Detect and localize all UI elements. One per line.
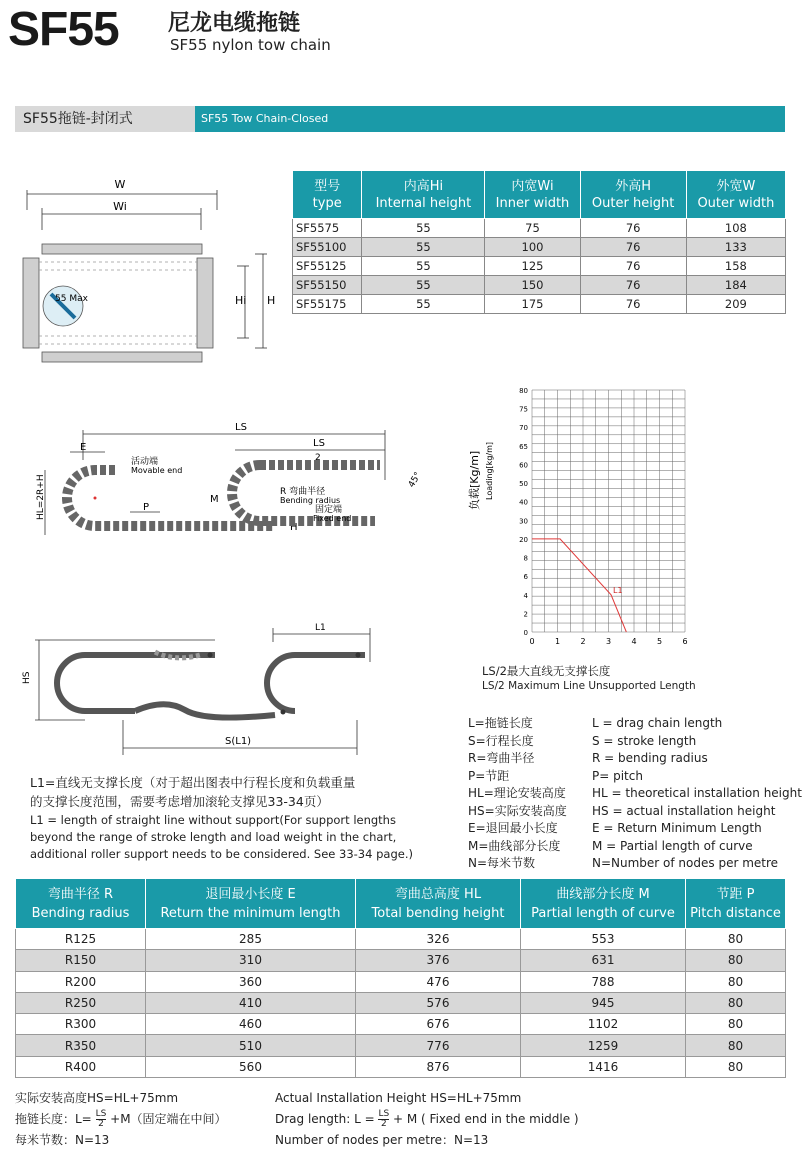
ls-label: LS (235, 422, 247, 433)
movable-end-cn: 活动端 (131, 457, 159, 467)
legend-en (592, 715, 802, 873)
support-diagram (22, 620, 395, 760)
table-row: SF55175 55 175 76 209 (293, 295, 786, 314)
chart-grid (532, 390, 685, 632)
radius-header-height: 弯曲总高度 HL Total bending height (356, 879, 521, 929)
table-row: R300 460 676 1102 80 (16, 1014, 786, 1035)
chart-y-tick-label: 75 (519, 405, 528, 414)
spec-header-outer-width: 外宽W Outer width (686, 171, 785, 219)
section-bar (15, 106, 785, 132)
chart-y-tick-label: 40 (519, 498, 528, 507)
chart-y-tick-label: 65 (519, 442, 528, 451)
chart-y-tick-label: 50 (519, 480, 528, 489)
chart-xlabel-cn: LS/2最大直线无支撑长度 (482, 664, 611, 678)
table-row: SF55100 55 100 76 133 (293, 238, 786, 257)
chart-x-tick-label: 1 (554, 637, 561, 646)
chart-ylabel-cn: 负载[Kg/m] (468, 450, 481, 510)
e-label: E (80, 442, 87, 453)
chart-y-tick-label: 30 (519, 517, 528, 526)
chart-y-tick-label: 0 (523, 629, 528, 637)
chart-x-tick-label: 2 (580, 637, 586, 646)
legend-item: HL=理论安装高度 (468, 786, 566, 800)
radius-table-header (16, 879, 786, 929)
l1-note-en-3: additional roller support needs to be considered. See 33-34 page.) (30, 847, 413, 861)
radius-table (15, 878, 786, 1078)
table-row: SF5575 55 75 76 108 (293, 219, 786, 238)
chart-y-tick-label: 4 (523, 591, 528, 600)
spec-table-header (293, 171, 786, 219)
chart-x-ticks (529, 637, 687, 646)
radius-cn: R 弯曲半径 (280, 487, 326, 497)
spec-header-outer-height: 外高H Outer height (580, 171, 686, 219)
chart-x-tick-label: 3 (605, 637, 612, 646)
radius-header-return: 退回最小长度 E Return the minimum length (146, 879, 356, 929)
width-label: W (114, 178, 126, 191)
p-label: P (143, 502, 150, 513)
table-row: R150 310 376 631 80 (16, 950, 786, 971)
ls-half-label: LS (313, 438, 325, 449)
chart-xlabel-en: LS/2 Maximum Line Unsupported Length (482, 680, 696, 692)
footer-en-1: Actual Installation Height HS=HL+75mm (275, 1091, 522, 1105)
l1-note-cn-1: L1=直线无支撑长度（对于超出图表中行程长度和负载重量 (30, 775, 356, 790)
table-row: SF55150 55 150 76 184 (293, 276, 786, 295)
chart-ylabel-en: Loading[kg/m] (485, 441, 494, 500)
legend-item: P= pitch (592, 768, 643, 783)
chart-y-tick-label: 80 (519, 387, 528, 395)
inner-height-label: Hi (235, 294, 247, 307)
legend-item: R = bending radius (592, 751, 708, 765)
hl-label: HL=2R+H (36, 474, 46, 520)
chart-y-tick-label: 6 (523, 573, 528, 582)
radius-header-pitch: 节距 P Pitch distance (686, 879, 786, 929)
radius-header-curve: 曲线部分长度 M Partial length of curve (521, 879, 686, 929)
legend-item: S = stroke length (592, 733, 697, 748)
chart-annotation: L1 (613, 585, 623, 595)
chart-x-tick-label: 6 (682, 637, 688, 646)
l1-note-cn-2: 的支撑长度范围，需要考虑增加滚轮支撑见33-34页） (30, 794, 329, 809)
angle-label: 45° (406, 470, 424, 490)
brand-logo: SF55 (8, 3, 119, 56)
spec-header-internal-height: 内高Hi Internal height (362, 171, 485, 219)
legend-item: E = Return Minimum Length (592, 821, 762, 835)
radius-header-radius: 弯曲半径 R Bending radius (16, 879, 146, 929)
legend-item: L=拖链长度 (468, 716, 533, 730)
footer-cn-2: 拖链长度：L= $\frac{LS}{2}$ +M（固定端在中间） (15, 1109, 227, 1129)
legend-item: S=行程长度 (468, 733, 534, 748)
page-title-en: SF55 nylon tow chain (170, 36, 331, 54)
movable-end-en: Movable end (131, 466, 183, 475)
spec-header-inner-width: 内宽Wi Inner width (485, 171, 580, 219)
chain-installation-diagram (35, 420, 445, 555)
footer-en-3: Number of nodes per metre：N=13 (275, 1133, 489, 1147)
legend-item: M=曲线部分长度 (468, 838, 561, 853)
footer-cn-1: 实际安装高度HS=HL+75mm (15, 1091, 179, 1105)
table-row: R250 410 576 945 80 (16, 992, 786, 1013)
chart-y-tick-label: 8 (523, 554, 528, 563)
l1-note-en-2: beyond the range of stroke length and load weight in the chart, (30, 830, 397, 844)
legend-item: L = drag chain length (592, 716, 723, 730)
load-chart (470, 380, 700, 700)
fixed-end-cn: 固定端 (315, 505, 343, 515)
chart-y-ticks (519, 387, 528, 637)
section-title-en: SF55 Tow Chain-Closed (195, 106, 785, 132)
chart-x-tick-label: 0 (529, 637, 535, 646)
chart-x-tick-label: 5 (656, 637, 663, 646)
table-row: R200 360 476 788 80 (16, 971, 786, 992)
outer-height-label: H (267, 294, 276, 307)
legend-item: HS = actual installation height (592, 803, 776, 818)
l1-label: L1 (315, 623, 326, 633)
fixed-end-en: Fixed end (313, 514, 352, 523)
ls-half-denominator: 2 (315, 453, 321, 463)
legend-item: N=Number of nodes per metre (592, 856, 779, 870)
max-badge-label: 55 Max (55, 294, 88, 304)
inner-width-label: Wi (113, 200, 127, 213)
page-title-cn: 尼龙电缆拖链 (168, 11, 301, 36)
legend-item: P=节距 (468, 768, 510, 783)
cross-section-diagram (15, 170, 285, 370)
chart-y-tick-label: 70 (519, 424, 528, 433)
legend-item: E=退回最小长度 (468, 821, 558, 835)
table-row: R350 510 776 1259 80 (16, 1035, 786, 1056)
footer-cn-3: 每米节数：N=13 (15, 1133, 110, 1147)
chart-y-tick-label: 20 (519, 535, 528, 544)
legend-item: HS=实际安装高度 (468, 803, 567, 818)
spec-header-type: 型号 type (293, 171, 362, 219)
stroke-label: S(L1) (225, 736, 252, 747)
m-label: M (210, 494, 219, 505)
radius-en: Bending radius (280, 496, 341, 505)
legend-item: R=弯曲半径 (468, 751, 535, 765)
chart-y-tick-label: 2 (523, 610, 528, 619)
table-row: R125 285 326 553 80 (16, 929, 786, 950)
l1-note-en-1: L1 = length of straight line without support(For support lengths (30, 813, 396, 827)
hs-label: HS (22, 671, 32, 684)
legend-item: N=每米节数 (468, 856, 536, 870)
h-label: H (290, 522, 298, 533)
chart-x-tick-label: 4 (631, 637, 637, 646)
footer-en-2: Drag length: L = $\frac{LS}{2}$ + M ( Fixed end in the middle ) (275, 1109, 579, 1129)
section-title-cn: SF55拖链-封闭式 (15, 106, 195, 132)
legend-cn (468, 715, 567, 873)
chart-y-tick-label: 60 (519, 461, 528, 470)
spec-table (292, 170, 786, 314)
legend-item: HL = theoretical installation height (592, 786, 802, 800)
table-row: SF55125 55 125 76 158 (293, 257, 786, 276)
table-row: R400 560 876 1416 80 (16, 1056, 786, 1077)
legend-item: M = Partial length of curve (592, 838, 753, 853)
